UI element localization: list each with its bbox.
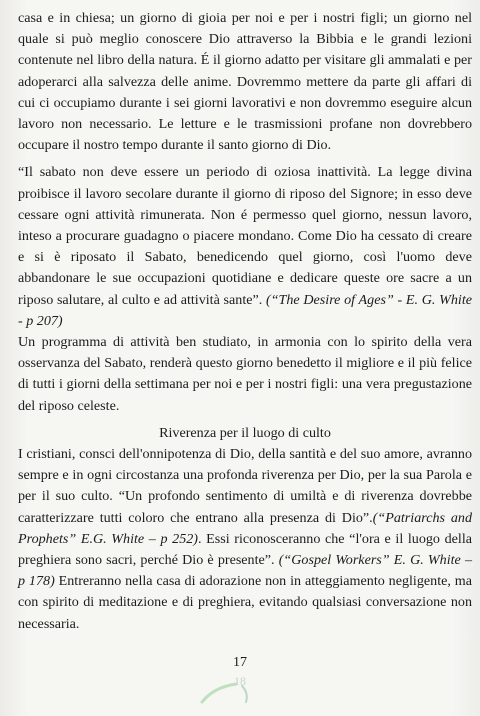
quote-text: “Il sabato non deve essere un periodo di oziosa inattività. La legge divina proibisce il lavoro secolare durante il giorno di riposo del Signore; in esso deve cessare ogni attività rimunerata. Non é permesso quel giorno, nessun lavoro, inteso a procurare guadagno o piacere mondano. Come Dio ha cessato di creare e si è riposato il Sabato, benedicendo quel giorno, così l'uomo deve abbandonare le sue occupazioni quotidiane e dedicare queste ore sacre a un riposo salutare, al culto e ad attività sante”. bbox=[18, 164, 472, 308]
final-text-3: Entreranno nella casa di adorazione non in atteggiamento negligente, ma con spirito di meditazione e di preghiera, evitando qualsiasi conversazione non necessaria. bbox=[18, 573, 472, 632]
decorative-swoosh-icon bbox=[196, 678, 256, 708]
paragraph-2-continuation: Un programma di attività ben studiato, in armonia con lo spirito della vera osservanza del Sabato, renderà questo giorno benedetto il migliore e il più felice di tutti i giorni della settimana per noi e per i nostri figli: una vera pregustazione del riposo celeste. bbox=[18, 334, 472, 414]
final-text-1: I cristiani, consci dell'onnipotenza di Dio, della santità e del suo amore, avranno sempre e in ogni circostanza una profonda riverenza per Dio, per la sua Parola e per il suo culto. “Un profondo sentimento di umiltà e di riverenza dovrebbe caratterizzare tutti coloro che entrano alla presenza di Dio”. bbox=[18, 446, 472, 526]
final-text-2: . Essi riconosceranno che “l'ora e il luogo della preghiera sono sacri, perché Dio è presente”. bbox=[18, 530, 472, 569]
paragraph-final bbox=[18, 444, 472, 635]
paragraph-1: casa e in chiesa; un giorno di gioia per noi e per i nostri figli; un giorno nel quale si può meglio conoscere Dio attraverso la Bibbia e le grandi lezioni contenute nel libro della natura. É il giorno adatto per visitare gli ammalati e per adoperarci alla salvezza delle anime. Dovremmo mettere da parte gli affari di cui ci occupiamo durante i sei giorni lavorativi e non dovremmo eseguire alcun lavoro non necessario. Le letture e le trasmissioni profane non dovrebbero occupare il nostro tempo durante il santo giorno di Dio. bbox=[18, 10, 472, 154]
paragraph-2 bbox=[18, 162, 472, 416]
quote-citation: (“The Desire of Ages” - E. G. White - p 207) bbox=[18, 291, 472, 329]
citation-gospel-workers: (“Gospel Workers” E. G. White – p 178) bbox=[18, 552, 472, 590]
body-text bbox=[18, 8, 472, 635]
citation-patriarchs: (“Patriarchs and Prophets” E.G. White – p 252) bbox=[18, 509, 472, 547]
section-heading: Riverenza per il luogo di culto bbox=[159, 424, 331, 441]
bleed-through-page-number: 18 bbox=[234, 674, 246, 688]
page-number: 17 bbox=[233, 655, 247, 670]
